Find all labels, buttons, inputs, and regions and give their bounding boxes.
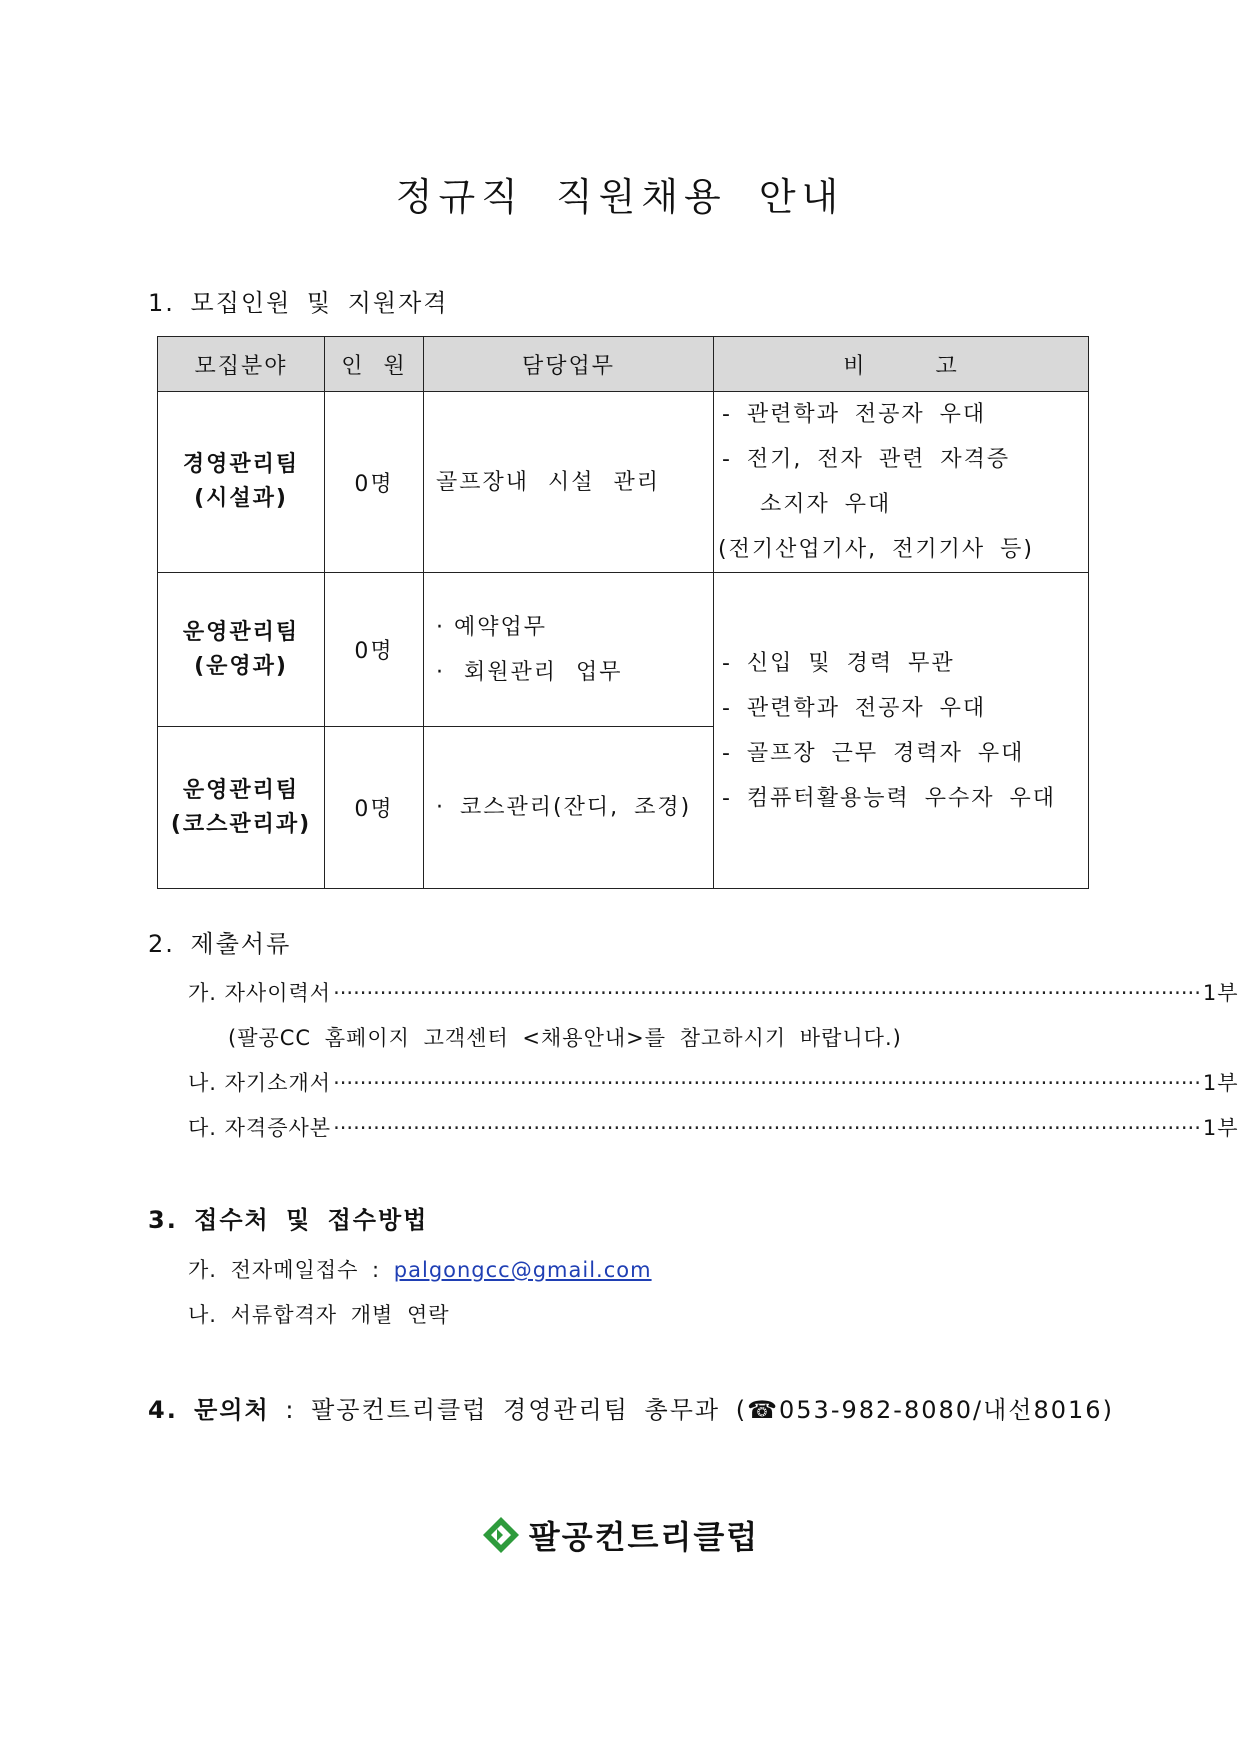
dot-leader: ·································································································································· — [333, 981, 1201, 1005]
duty-cell — [424, 573, 714, 727]
count-cell: 0명 — [325, 573, 424, 727]
header-count: 인 원 — [325, 337, 424, 392]
email-line — [188, 1254, 652, 1284]
note-line: - 골프장 근무 경력자 우대 — [722, 740, 1025, 766]
document-item — [188, 1112, 1239, 1142]
section-2-heading: 2. 제출서류 — [148, 930, 292, 958]
footer-logo — [0, 1512, 1240, 1558]
note-line: - 관련학과 전공자 우대 — [722, 695, 987, 721]
field-cell — [158, 392, 325, 573]
count-cell: 0명 — [325, 392, 424, 573]
note-line: (전기산업기사, 전기기사 등) — [718, 537, 1034, 562]
recruitment-table — [157, 336, 1089, 889]
duty-item: · 코스관리(잔디, 조경) — [436, 795, 692, 820]
document-qty: 1부 — [1202, 1071, 1239, 1095]
duty-cell — [424, 727, 714, 889]
header-note: 비 고 — [714, 337, 1089, 392]
inquiry-text: : 팔공컨트리클럽 경영관리팀 총무과 ( — [285, 1396, 748, 1424]
header-duty: 담당업무 — [424, 337, 714, 392]
note-cell — [714, 392, 1089, 573]
field-sub: (운영과) — [194, 653, 288, 679]
field-cell — [158, 573, 325, 727]
document-note: (팔공CC 홈페이지 고객센터 <채용안내>를 참고하시기 바랍니다.) — [228, 1026, 902, 1050]
document-label: 가. 자사이력서 — [188, 981, 332, 1005]
note-line: - 컴퓨터활용능력 우수자 우대 — [722, 785, 1056, 811]
document-qty: 1부 — [1202, 981, 1239, 1005]
document-label: 나. 자기소개서 — [188, 1071, 332, 1095]
section-1-heading: 1. 모집인원 및 지원자격 — [148, 289, 449, 317]
note-line: - 신입 및 경력 무관 — [722, 650, 955, 676]
field-cell — [158, 727, 325, 889]
document-item — [188, 977, 1239, 1007]
note-line: 소지자 우대 — [760, 492, 892, 517]
field-name: 운영관리팀 — [182, 619, 300, 645]
phone-number: 053-982-8080/내선8016) — [779, 1396, 1114, 1424]
email-link[interactable]: palgongcc@gmail.com — [393, 1258, 652, 1282]
table-row — [158, 573, 1089, 727]
field-sub: (시설과) — [194, 486, 288, 511]
duty-item: · 예약업무 — [436, 614, 547, 640]
inquiry-label: 4. 문의처 — [148, 1396, 270, 1424]
dot-leader: ·································································································································· — [333, 1116, 1201, 1140]
header-field: 모집분야 — [158, 337, 325, 392]
section-4-heading — [148, 1390, 1114, 1425]
duty-item: · 회원관리 업무 — [436, 659, 623, 685]
document-item — [188, 1067, 1239, 1097]
field-name: 경영관리팀 — [182, 452, 300, 477]
club-name: 팔공컨트리클럽 — [528, 1518, 760, 1556]
duty-cell — [424, 392, 714, 573]
page-title: 정규직 직원채용 안내 — [395, 175, 845, 219]
note-line: - 관련학과 전공자 우대 — [722, 402, 987, 427]
phone-icon: ☎ — [747, 1396, 780, 1424]
note-line: - 전기, 전자 관련 자격증 — [722, 447, 1011, 472]
dot-leader: ·································································································································· — [333, 1071, 1201, 1095]
field-sub: (코스관리과) — [170, 811, 312, 837]
document-label: 다. 자격증사본 — [188, 1116, 332, 1140]
shared-note-cell — [714, 573, 1089, 889]
field-name: 운영관리팀 — [182, 777, 300, 803]
duty-item: 골프장내 시설 관리 — [436, 469, 661, 495]
document-qty: 1부 — [1202, 1116, 1239, 1140]
count-cell: 0명 — [325, 727, 424, 889]
contact-line: 나. 서류합격자 개별 연락 — [188, 1303, 450, 1327]
club-logo-icon — [481, 1515, 521, 1555]
email-label: 가. 전자메일접수 : — [188, 1258, 394, 1282]
table-header-row — [158, 337, 1089, 392]
table-row — [158, 392, 1089, 573]
section-3-heading: 3. 접수처 및 접수방법 — [148, 1206, 429, 1234]
